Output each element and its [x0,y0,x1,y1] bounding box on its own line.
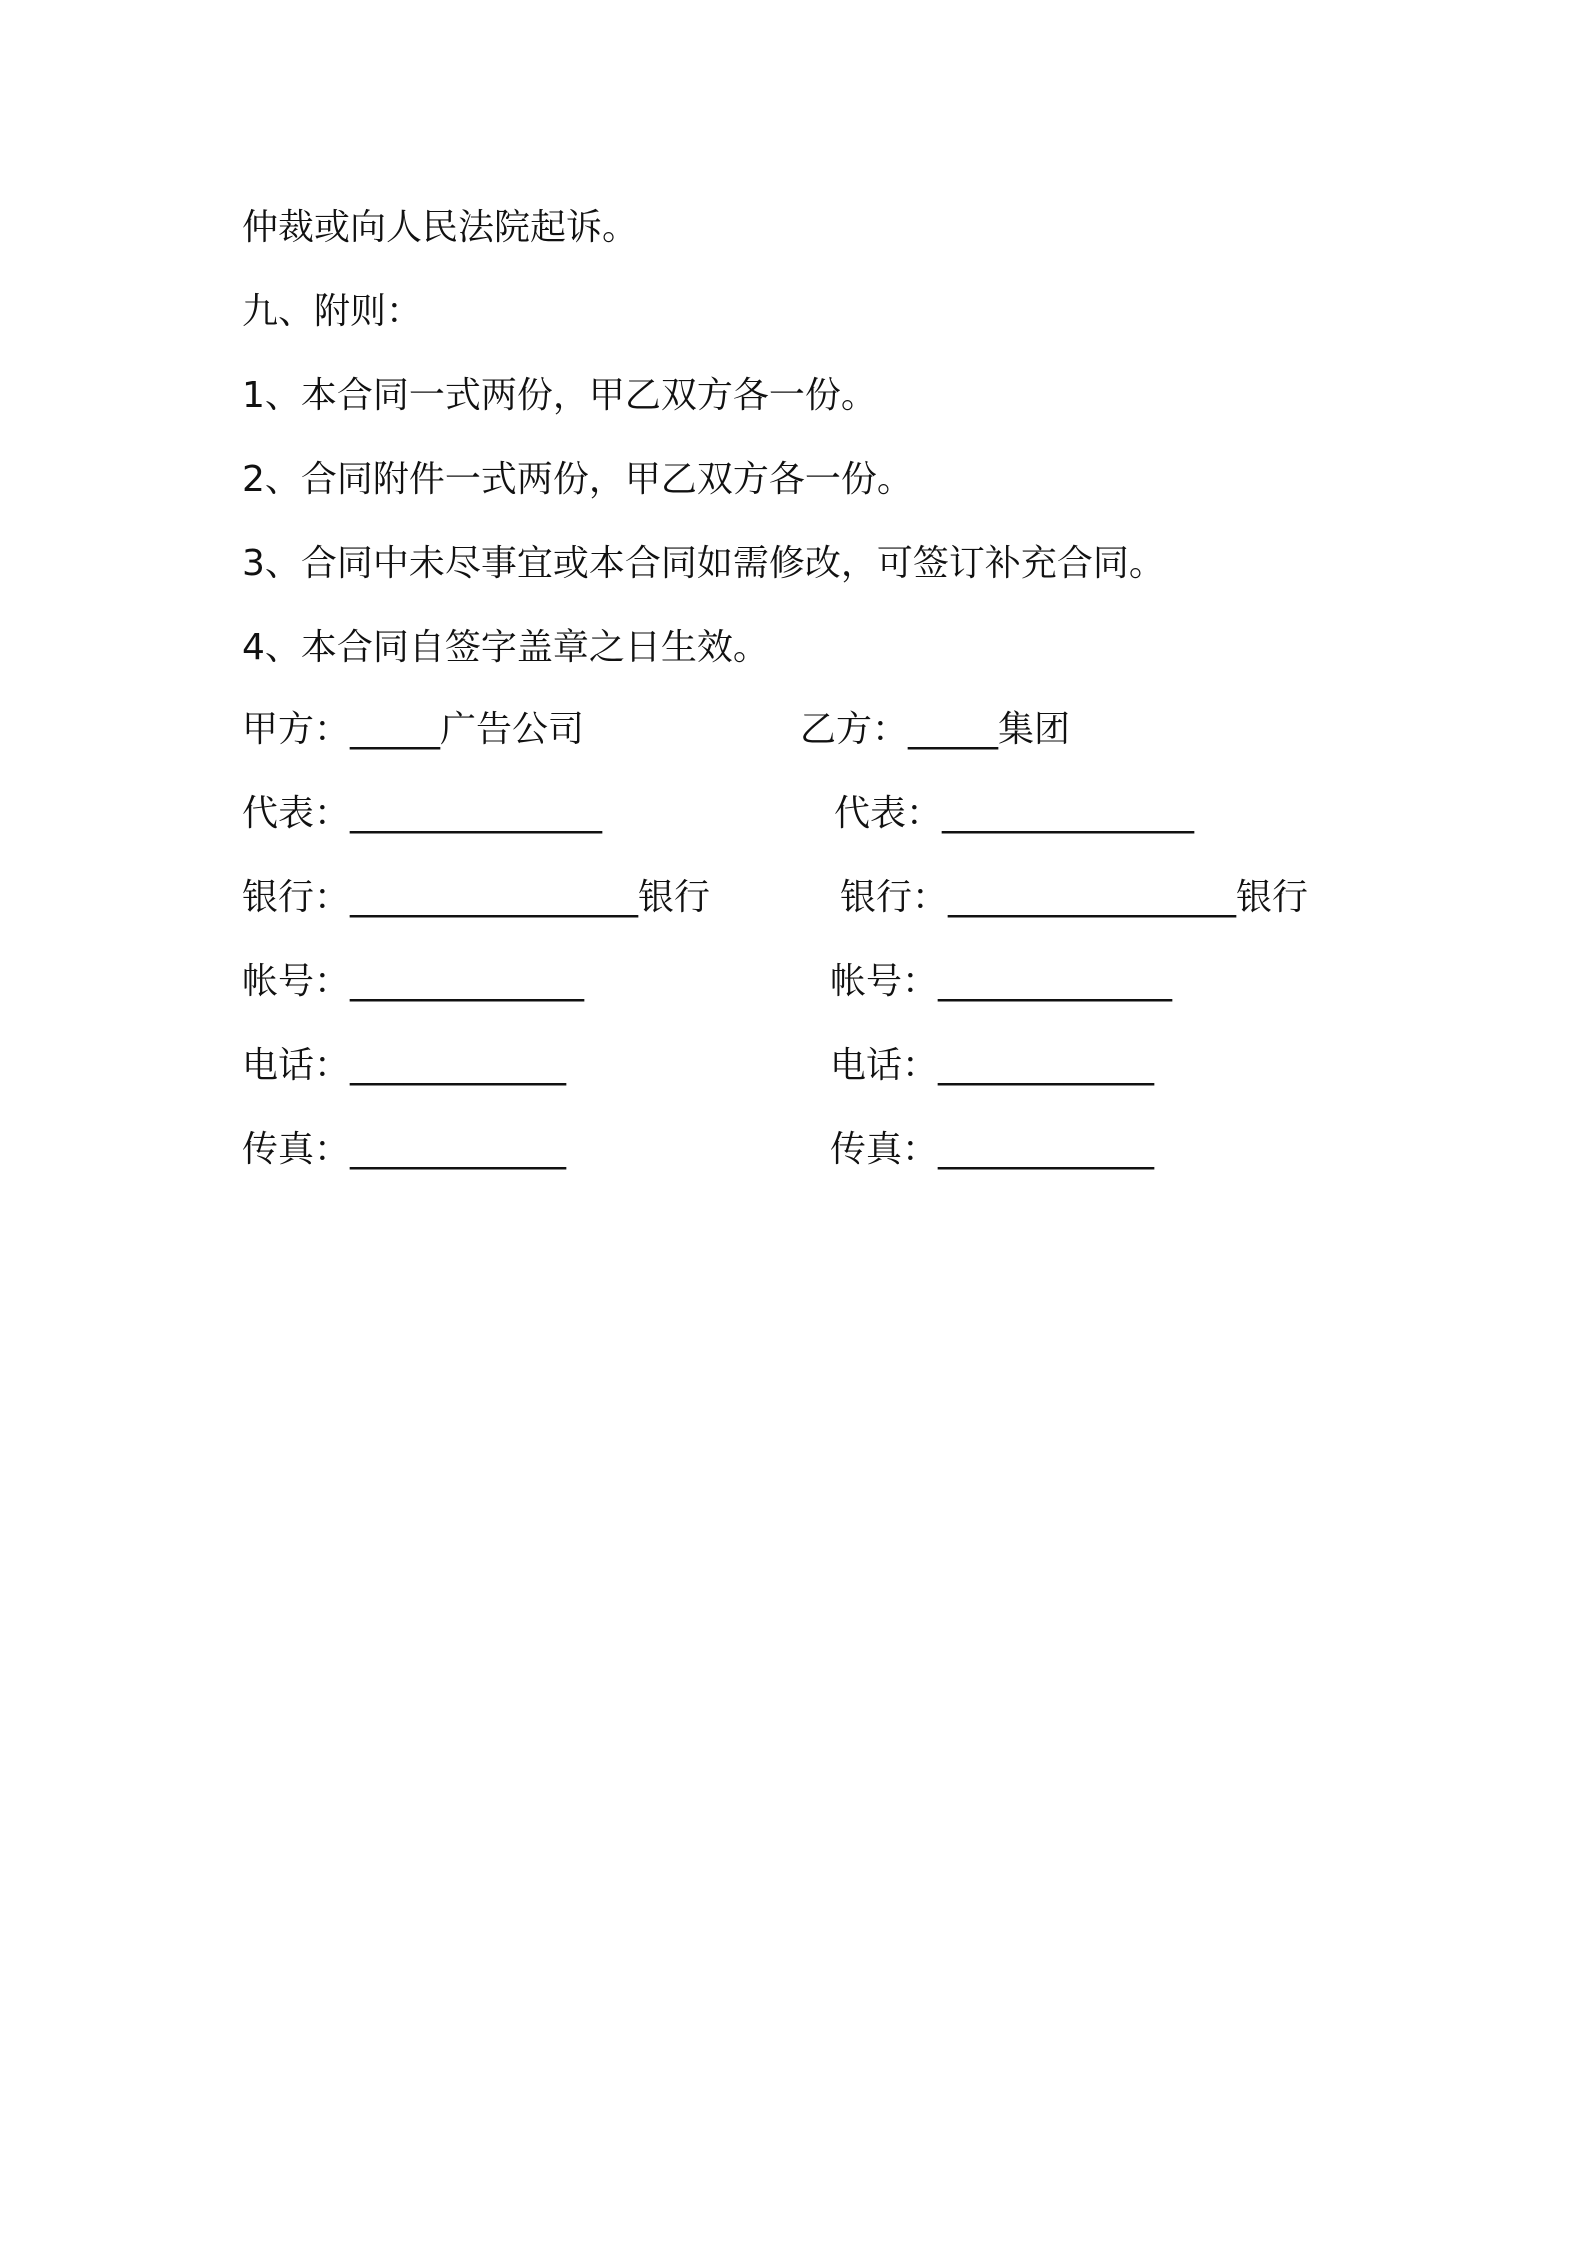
party-b-account: 帐号：_____________ [830,961,1173,1002]
party-b-bank: 银行：________________银行 [840,877,1309,918]
clause-1: 1、本合同一式两份，甲乙双方各一份。 [242,375,877,416]
party-b-fax: 传真：____________ [830,1129,1155,1170]
party-b-phone: 电话：____________ [830,1045,1155,1086]
party-b-representative: 代表：______________ [834,793,1195,834]
body-line-arbitration: 仲裁或向人民法院起诉。 [242,207,639,248]
party-a-name: 甲方：_____广告公司 [242,709,585,750]
clause-4: 4、本合同自签字盖章之日生效。 [242,627,769,668]
party-a-phone: 电话：____________ [242,1045,567,1086]
party-a-fax: 传真：____________ [242,1129,567,1170]
party-b-name: 乙方：_____集团 [800,709,1071,750]
clause-3: 3、合同中未尽事宜或本合同如需修改，可签订补充合同。 [242,543,1165,584]
clause-2: 2、合同附件一式两份，甲乙双方各一份。 [242,459,913,500]
party-a-bank: 银行：________________银行 [242,877,711,918]
section-heading-appendix: 九、附则： [242,291,423,332]
party-a-account: 帐号：_____________ [242,961,585,1002]
party-a-representative: 代表：______________ [242,793,603,834]
